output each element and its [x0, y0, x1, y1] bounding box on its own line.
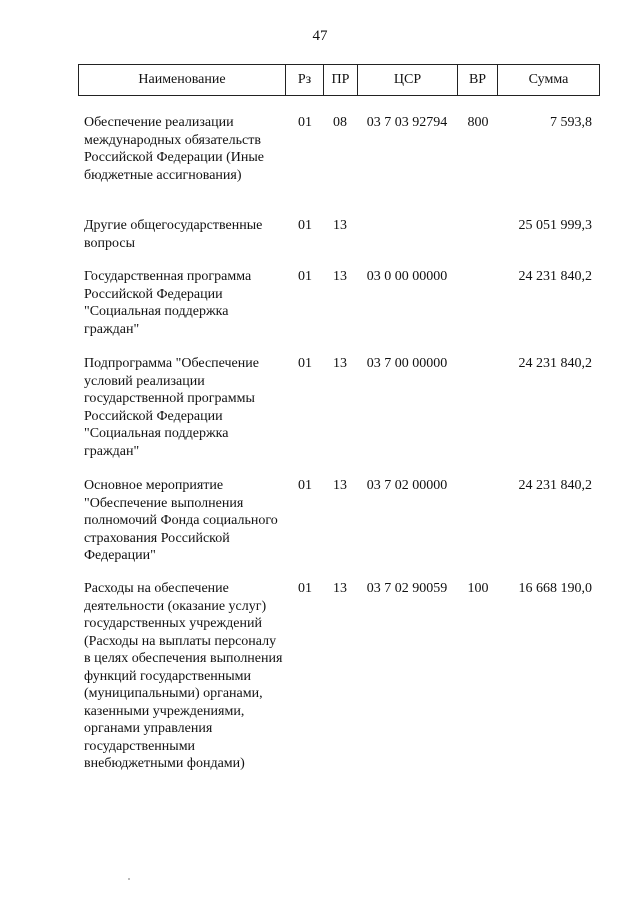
header-vr: ВР	[458, 65, 498, 95]
row-name: Расходы на обеспечение деятельности (оказание услуг) государственных учреждений (Расходы на выплаты персоналу в целях обеспечения выполнения функций государственными (муниципальными) органами, казенными учреждениями, органами управления государственными внебюджетными фондами)	[84, 581, 283, 771]
header-rz: Рз	[286, 65, 324, 95]
header-sum: Сумма	[528, 72, 569, 87]
row-sum: 24 231 840,2	[518, 356, 592, 371]
row-sum: 24 231 840,2	[518, 478, 592, 493]
row-pr: 13	[333, 581, 347, 596]
row-csr: 03 7 02 00000	[366, 478, 448, 493]
row-pr: 13	[333, 356, 347, 371]
row-rz: 01	[298, 269, 312, 284]
row-csr: 03 7 02 90059	[366, 581, 448, 596]
row-rz: 01	[298, 218, 312, 233]
header-pr: ПР	[324, 65, 358, 95]
row-csr: 03 7 00 00000	[366, 356, 448, 371]
row-sum: 24 231 840,2	[518, 269, 592, 284]
row-rz: 01	[298, 581, 312, 596]
table-header	[78, 64, 600, 96]
header-csr: ЦСР	[358, 65, 458, 95]
row-sum: 16 668 190,0	[518, 581, 592, 596]
row-pr: 13	[333, 478, 347, 493]
row-name: Обеспечение реализации международных обязательств Российской Федерации (Иные бюджетные ассигнования)	[84, 115, 264, 183]
row-csr: 03 0 00 00000	[366, 269, 448, 284]
header-name: Наименование	[79, 65, 286, 95]
row-pr: 13	[333, 269, 347, 284]
row-vr: 800	[467, 115, 489, 130]
scan-speck	[128, 878, 130, 880]
row-name: Государственная программа Российской Федерации "Социальная поддержка граждан"	[84, 269, 252, 337]
row-name: Подпрограмма "Обеспечение условий реализации государственной программы Российской Федерации "Социальная поддержка граждан"	[84, 356, 259, 459]
row-rz: 01	[298, 356, 312, 371]
row-name: Основное мероприятие "Обеспечение выполнения полномочий Фонда социального страхования Российской Федерации"	[84, 478, 278, 563]
page-number: 47	[312, 28, 328, 44]
row-pr: 08	[333, 115, 347, 130]
row-sum: 7 593,8	[550, 115, 592, 130]
row-csr: 03 7 03 92794	[366, 115, 448, 130]
row-rz: 01	[298, 115, 312, 130]
row-name: Другие общегосударственные вопросы	[84, 218, 263, 251]
row-pr: 13	[333, 218, 347, 233]
row-rz: 01	[298, 478, 312, 493]
row-vr: 100	[467, 581, 489, 596]
row-sum: 25 051 999,3	[518, 218, 592, 233]
